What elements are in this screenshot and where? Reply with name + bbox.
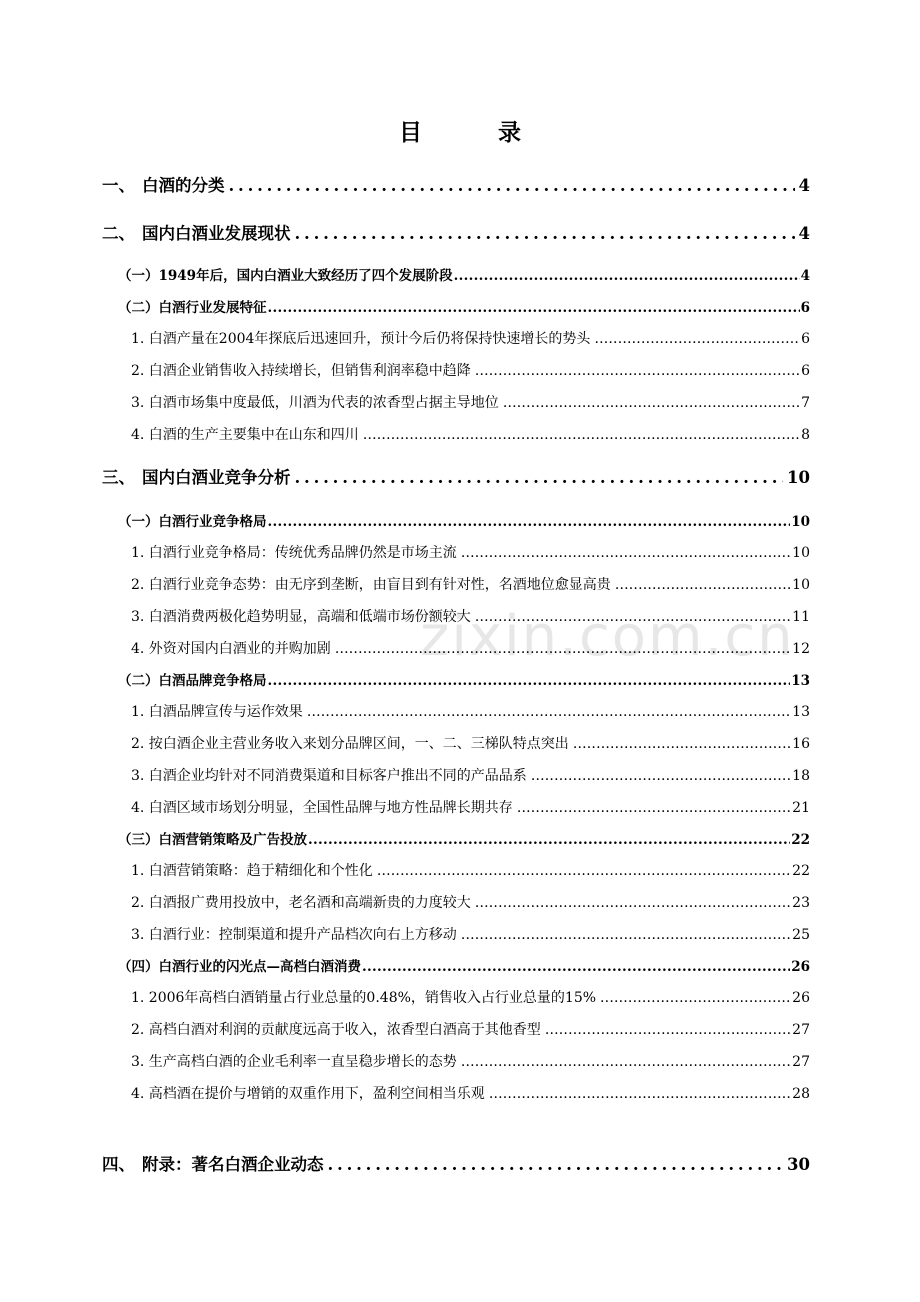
toc-entry-text: 3. 白酒行业：控制渠道和提升产品档次向右上方移动	[131, 927, 457, 943]
toc-dot-leader	[328, 1155, 784, 1174]
toc-entry-text: 附录：著名白酒企业动态	[142, 1155, 324, 1174]
toc-dot-leader	[308, 832, 790, 848]
toc-entry-level2[interactable]	[118, 510, 810, 530]
toc-dot-leader	[475, 609, 791, 625]
toc-page-number: 28	[792, 1086, 810, 1102]
toc-dot-leader	[454, 268, 800, 284]
toc-dot-leader	[268, 514, 791, 530]
toc-dot-leader	[503, 395, 800, 411]
toc-dot-leader	[268, 673, 791, 689]
toc-dot-leader	[475, 363, 800, 379]
toc-dot-leader	[461, 1054, 791, 1070]
toc-dot-leader	[573, 736, 791, 752]
toc-entry-text: 2. 按白酒企业主营业务收入来划分品牌区间，一、二、三梯队特点突出	[131, 736, 569, 752]
toc-entry-level3[interactable]	[131, 1083, 810, 1103]
toc-page-number: 26	[792, 990, 810, 1006]
toc-dot-leader	[377, 863, 791, 879]
toc-entry-text: 3. 白酒市场集中度最低，川酒为代表的浓香型占据主导地位	[131, 395, 499, 411]
toc-entry-text: 1. 2006年高档白酒销量占行业总量的0.48%，销售收入占行业总量的15%	[131, 990, 597, 1006]
page-title: 目 录	[398, 119, 555, 146]
toc-page-number: 16	[792, 736, 810, 752]
toc-entry-level3[interactable]	[131, 892, 810, 912]
toc-page-number: 27	[792, 1022, 810, 1038]
toc-page-number: 25	[792, 927, 810, 943]
toc-entry-level1[interactable]	[102, 464, 810, 488]
toc-entry-level3[interactable]	[131, 1051, 810, 1071]
toc-entry-text: 3. 白酒消费两极化趋势明显，高端和低端市场份额较大	[131, 609, 471, 625]
toc-entry-level3[interactable]	[131, 924, 810, 944]
toc-dot-leader	[545, 1022, 791, 1038]
toc-page-number: 6	[800, 300, 810, 316]
toc-page-number: 23	[792, 895, 810, 911]
toc-page-number: 11	[792, 609, 810, 625]
toc-entry-level3[interactable]	[131, 542, 810, 562]
toc-entry-level3[interactable]	[131, 360, 810, 380]
toc-entry-text: 1. 白酒产量在2004年探底后迅速回升，预计今后仍将保持快速增长的势头	[131, 331, 591, 347]
toc-entry-text: （二）白酒品牌竞争格局	[118, 673, 267, 689]
toc-dot-leader	[461, 927, 791, 943]
toc-dot-leader	[363, 427, 800, 443]
toc-entry-level3[interactable]	[131, 424, 810, 444]
toc-dot-leader	[307, 704, 791, 720]
toc-entry-text: 2. 白酒行业竞争态势：由无序到垄断，由盲目到有针对性，名酒地位愈显高贵	[131, 577, 611, 593]
toc-entry-level3[interactable]	[131, 392, 810, 412]
toc-entry-level3[interactable]	[131, 1019, 810, 1039]
toc-entry-level1[interactable]	[102, 220, 810, 244]
toc-dot-leader	[229, 176, 795, 195]
toc-entry-number: 一、	[102, 176, 135, 195]
toc-dot-leader	[475, 895, 791, 911]
watermark: zixin.com.cn	[420, 604, 795, 669]
toc-entry-level1[interactable]	[102, 172, 810, 196]
toc-page-number: 4	[798, 224, 810, 243]
toc-page-number: 10	[792, 545, 810, 561]
toc-dot-leader	[362, 959, 790, 975]
toc-page-number: 6	[801, 363, 810, 379]
toc-page-number: 6	[801, 331, 810, 347]
toc-entry-text: 2. 白酒企业销售收入持续增长，但销售利润率稳中趋降	[131, 363, 471, 379]
toc-page-number: 13	[792, 704, 810, 720]
toc-entry-text: 白酒的分类	[142, 176, 225, 195]
toc-entry-text: 3. 白酒企业均针对不同消费渠道和目标客户推出不同的产品品系	[131, 768, 527, 784]
toc-page-number: 12	[792, 641, 810, 657]
toc-dot-leader	[295, 468, 784, 487]
toc-entry-level2[interactable]	[118, 828, 810, 848]
toc-entry-text: 1. 白酒品牌宣传与运作效果	[131, 704, 303, 720]
toc-entry-level1[interactable]	[102, 1151, 810, 1175]
toc-entry-text: 国内白酒业竞争分析	[142, 468, 291, 487]
toc-entry-level2[interactable]	[118, 296, 810, 316]
toc-entry-text: （三）白酒营销策略及广告投放	[118, 832, 307, 848]
toc-page-number: 30	[787, 1155, 810, 1174]
toc-page-number: 10	[792, 577, 810, 593]
toc-entry-number: 四、	[102, 1155, 135, 1174]
toc-entry-text: 4. 外资对国内白酒业的并购加剧	[131, 641, 331, 657]
toc-entry-number: 三、	[102, 468, 135, 487]
toc-entry-text: 2. 白酒报广费用投放中，老名酒和高端新贵的力度较大	[131, 895, 471, 911]
toc-page-number: 22	[791, 832, 810, 848]
toc-entry-text: 4. 白酒的生产主要集中在山东和四川	[131, 427, 359, 443]
toc-dot-leader	[594, 331, 800, 347]
toc-page-number: 8	[801, 427, 810, 443]
toc-page-number: 21	[792, 800, 810, 816]
toc-dot-leader	[335, 641, 791, 657]
toc-dot-leader	[295, 224, 795, 243]
toc-dot-leader	[531, 768, 791, 784]
toc-entry-text: 1. 白酒行业竞争格局：传统优秀品牌仍然是市场主流	[131, 545, 457, 561]
toc-page-number: 26	[791, 959, 810, 975]
toc-entry-level3[interactable]	[131, 797, 810, 817]
toc-entry-text: （一）白酒行业竞争格局	[118, 514, 267, 530]
toc-entry-text: （二）白酒行业发展特征	[118, 300, 267, 316]
toc-entry-text: 国内白酒业发展现状	[142, 224, 291, 243]
toc-entry-level3[interactable]	[131, 606, 810, 626]
toc-entry-level3[interactable]	[131, 733, 810, 753]
toc-page-number: 7	[801, 395, 810, 411]
toc-page-number: 10	[787, 468, 810, 487]
toc-page-number: 13	[791, 673, 810, 689]
toc-entry-text: 4. 白酒区域市场划分明显，全国性品牌与地方性品牌长期共存	[131, 800, 513, 816]
toc-dot-leader	[517, 800, 791, 816]
toc-page-number: 4	[800, 268, 810, 284]
toc-dot-leader	[461, 545, 791, 561]
toc-entry-text: 1. 白酒营销策略：趋于精细化和个性化	[131, 863, 373, 879]
toc-dot-leader	[268, 300, 800, 316]
toc-page-number: 10	[791, 514, 810, 530]
toc-entry-text: 4. 高档酒在提价与增销的双重作用下，盈利空间相当乐观	[131, 1086, 485, 1102]
toc-page-number: 22	[792, 863, 810, 879]
toc-entry-level3[interactable]	[131, 765, 810, 785]
toc-entry-number: 二、	[102, 224, 135, 243]
toc-entry-level2[interactable]	[118, 669, 810, 689]
toc-page-number: 18	[792, 768, 810, 784]
toc-entry-text: （一）1949年后，国内白酒业大致经历了四个发展阶段	[118, 268, 453, 284]
toc-entry-text: （四）白酒行业的闪光点—高档白酒消费	[118, 959, 361, 975]
toc-dot-leader	[489, 1086, 791, 1102]
toc-entry-level2[interactable]	[118, 955, 810, 975]
toc-entry-level3[interactable]	[131, 701, 810, 721]
toc-entry-level3[interactable]	[131, 987, 810, 1007]
toc-entry-text: 3. 生产高档白酒的企业毛利率一直呈稳步增长的态势	[131, 1054, 457, 1070]
toc-dot-leader	[615, 577, 791, 593]
toc-entry-text: 2. 高档白酒对利润的贡献度远高于收入，浓香型白酒高于其他香型	[131, 1022, 541, 1038]
toc-page-number: 27	[792, 1054, 810, 1070]
toc-entry-level3[interactable]	[131, 638, 810, 658]
toc-entry-level3[interactable]	[131, 860, 810, 880]
toc-page-number: 4	[798, 176, 810, 195]
toc-entry-level3[interactable]	[131, 328, 810, 348]
toc-entry-level2[interactable]	[118, 264, 810, 284]
toc-entry-level3[interactable]	[131, 574, 810, 594]
toc-dot-leader	[600, 990, 791, 1006]
